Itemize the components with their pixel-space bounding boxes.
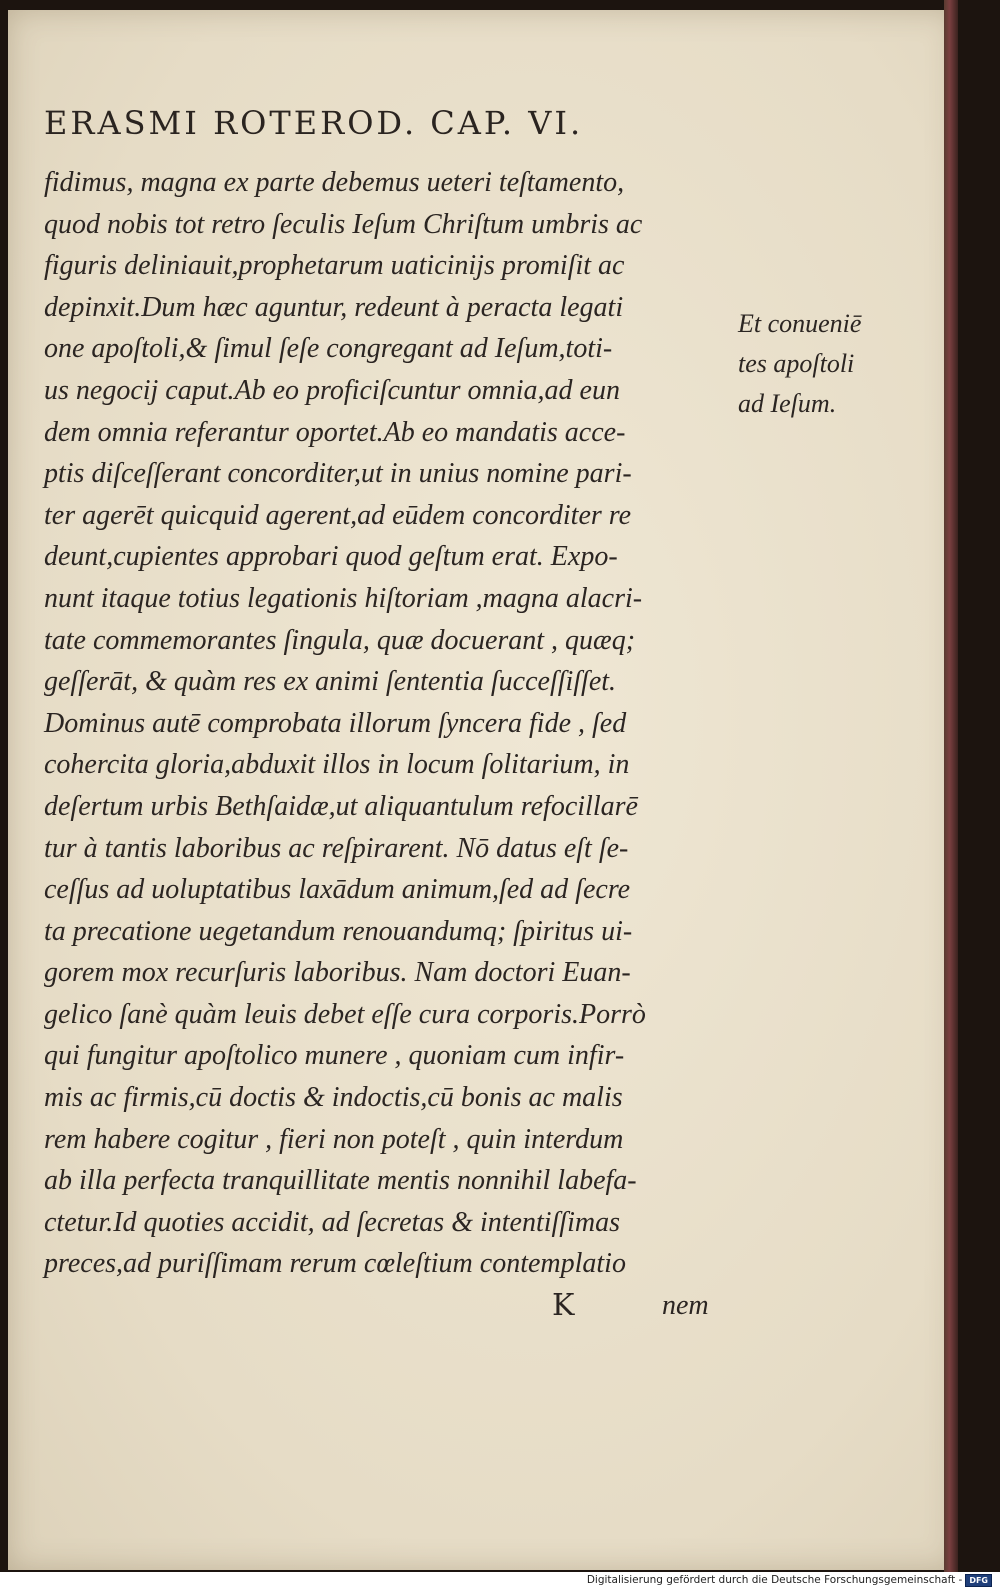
- text-line: us negocij caput.Ab eo proficiſcuntur omnia,ad eun: [44, 374, 620, 406]
- footer-text: Digitalisierung gefördert durch die Deutsche Forschungsgemeinschaft -: [586, 1574, 963, 1586]
- text-line: deunt,cupientes approbari quod geſtum erat. Expo-: [44, 541, 618, 573]
- text-line: nunt itaque totius legationis hiſtoriam ,magna alacri-: [44, 582, 643, 614]
- marginal-note: [738, 304, 888, 424]
- text-line: deſertum urbis Bethſaidæ,ut aliquantulum refocillarē: [44, 790, 638, 822]
- footer-credit: [587, 1573, 992, 1587]
- text-line: gelico ſanè quàm leuis debet eſſe cura corporis.Porrò: [44, 998, 646, 1030]
- text-line: cohercita gloria,abduxit illos in locum ſolitarium, in: [44, 749, 630, 781]
- text-line: ter agerēt quicquid agerent,ad eūdem concorditer re: [44, 499, 632, 531]
- text-line: dem omnia referantur oportet.Ab eo mandatis acce-: [44, 416, 626, 448]
- text-line: ceſſus ad uoluptatibus laxādum animum,ſed ad ſecre: [44, 874, 631, 906]
- text-line: one apoſtoli,& ſimul ſeſe congregant ad Ieſum,toti-: [44, 333, 613, 365]
- text-line: mis ac firmis,cū doctis & indoctis,cū bonis ac malis: [44, 1082, 623, 1114]
- text-line: geſſerāt, & quàm res ex animi ſententia ſucceſſiſſet.: [44, 666, 617, 698]
- text-line: Dominus autē comprobata illorum ſyncera fide , ſed: [44, 707, 627, 739]
- text-line: quod nobis tot retro ſeculis Ieſum Chriſtum umbris ac: [44, 208, 643, 240]
- text-line: tur à tantis laboribus ac reſpirarent. Nō datus eſt ſe-: [44, 832, 629, 864]
- book-page: [8, 10, 956, 1570]
- dfg-logo: DFG: [965, 1574, 992, 1587]
- text-line: ta precatione uegetandum renouandumq; ſpiritus ui-: [44, 915, 633, 947]
- text-line: gorem mox recurſuris laboribus. Nam doctori Euan-: [44, 957, 631, 989]
- page-edge: [944, 0, 958, 1572]
- text-line: tate commemorantes ſingula, quæ docuerant , quæq;: [44, 624, 636, 656]
- marginal-note-line: tes apoſtoli: [738, 349, 855, 378]
- text-line: fidimus, magna ex parte debemus ueteri teſtamento,: [44, 167, 625, 198]
- text-line: preces,ad puriſſimam rerum cœleſtium contemplatio: [44, 1248, 626, 1280]
- main-text-block: [44, 162, 734, 1285]
- text-line: ctetur.Id quoties accidit, ad ſecretas & intentiſſimas: [44, 1206, 620, 1238]
- marginal-note-line: ad Ieſum.: [738, 389, 837, 418]
- running-head: ERASMI ROTEROD. CAP. VI.: [44, 104, 584, 142]
- text-line: ptis diſceſſerant concorditer,ut in unius nomine pari-: [44, 458, 632, 490]
- marginal-note-line: Et conueniē: [738, 309, 862, 338]
- text-line: ab illa perfecta tranquillitate mentis nonnihil labefa-: [44, 1165, 637, 1197]
- signature-mark: K: [552, 1288, 575, 1323]
- catchword: nem: [662, 1290, 709, 1321]
- text-line: depinxit.Dum hæc aguntur, redeunt à peracta legati: [44, 291, 624, 323]
- text-line: figuris deliniauit,prophetarum uaticinijs promiſit ac: [44, 250, 625, 282]
- text-line: rem habere cogitur , fieri non poteſt , quin interdum: [44, 1123, 624, 1155]
- text-line: qui fungitur apoſtolico munere , quoniam cum infir-: [44, 1040, 625, 1072]
